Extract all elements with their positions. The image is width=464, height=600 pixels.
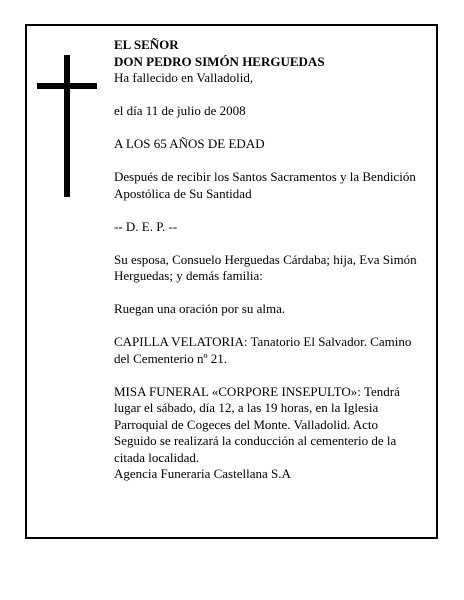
- date-line: el día 11 de julio de 2008: [114, 103, 246, 118]
- deceased-name: DON PEDRO SIMÓN HERGUEDAS: [114, 53, 325, 69]
- prayer-text: Ruegan una oración por su alma.: [114, 301, 286, 316]
- agency-text: Agencia Funeraria Castellana S.A: [114, 466, 291, 481]
- cross-icon-bar: [37, 83, 97, 89]
- funeral-text: MISA FUNERAL «CORPORE INSEPULTO»: Tendrá lugar el sábado, día 12, a las 19 horas, en la Iglesia Parroquial de Cogeces del Monte. Valladolid. Acto Seguido se realizará la conducción al cementerio de la citada localidad.: [114, 383, 400, 465]
- title-line-1: EL SEÑOR: [114, 37, 179, 52]
- cross-icon: [64, 55, 70, 197]
- chapel-text: CAPILLA VELATORIA: Tanatorio El Salvador. Camino del Cementerio nº 21.: [114, 334, 412, 366]
- rip-line: -- D. E. P. --: [114, 218, 178, 234]
- age-line: A LOS 65 AÑOS DE EDAD: [114, 136, 265, 151]
- passed-line: Ha fallecido en Valladolid,: [114, 70, 254, 85]
- obituary-text: [114, 37, 418, 483]
- sacraments-text: Después de recibir los Santos Sacramentos y la Bendición Apostólica de Su Santidad: [114, 169, 416, 201]
- family-text: Su esposa, Consuelo Herguedas Cárdaba; hija, Eva Simón Herguedas; y demás familia:: [114, 251, 417, 283]
